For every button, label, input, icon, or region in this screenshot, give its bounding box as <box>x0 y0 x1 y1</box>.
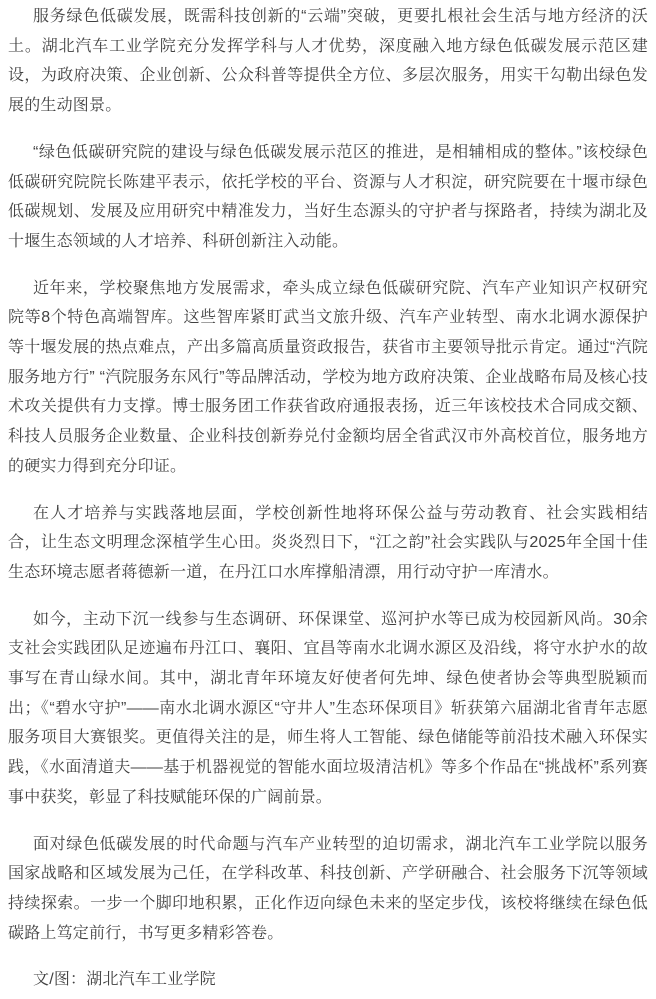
article-credit: 文/图：湖北汽车工业学院 <box>33 971 216 989</box>
article-paragraph-3: 近年来，学校聚焦地方发展需求，牵头成立绿色低碳研究院、汽车产业知识产权研究院等8个特色高端智库。这些智库紧盯武当文旅升级、汽车产业转型、南水北调水源保护等十堰发展的热点难点，产出多篇高质量资政报告，获省市主要领导批示肯定。通过“汽院服务地方行” “汽院服务东风行”等品牌活动，学校为地方政府决策、企业战略布局及核心技术攻关提供有力支撑。博士服务团工作获省政府通报表扬，近三年该校技术合同成交额、科技人员服务企业数量、企业科技创新券兑付金额均居全省武汉市外高校首位，服务地方的硬实力得到充分印证。 <box>8 279 648 475</box>
article-paragraph-2: “绿色低碳研究院的建设与绿色低碳发展示范区的推进，是相辅相成的整体。”该校绿色低碳研究院院长陈建平表示，依托学校的平台、资源与人才积淀，研究院要在十堰市绿色低碳规划、发展及应用研究中精准发力，当好生态源头的守护者与探路者，持续为湖北及十堰生态领域的人才培养、科研创新注入动能。 <box>8 143 648 250</box>
article-paragraph-1: 服务绿色低碳发展，既需科技创新的“云端”突破，更要扎根社会生活与地方经济的沃土。湖北汽车工业学院充分发挥学科与人才优势，深度融入地方绿色低碳发展示范区建设，为政府决策、企业创新、公众科普等提供全方位、多层次服务，用实干勾勒出绿色发展的生动图景。 <box>8 8 648 115</box>
article-body <box>8 2 648 995</box>
article-paragraph-6: 面对绿色低碳发展的时代命题与汽车产业转型的迫切需求，湖北汽车工业学院以服务国家战略和区域发展为己任，在学科改革、科技创新、产学研融合、社会服务下沉等领域持续探索。一步一个脚印地积累，正化作迈向绿色未来的坚定步伐，该校将继续在绿色低碳路上笃定前行，书写更多精彩答卷。 <box>8 835 648 942</box>
article-paragraph-5: 如今，主动下沉一线参与生态调研、环保课堂、巡河护水等已成为校园新风尚。30余支社会实践团队足迹遍布丹江口、襄阳、宜昌等南水北调水源区及沿线，将守水护水的故事写在青山绿水间。其中，湖北青年环境友好使者何先坤、绿色使者协会等典型脱颖而出；《“碧水守护”——南水北调水源区“守井人”生态环保项目》斩获第六届湖北省青年志愿服务项目大赛银奖。更值得关注的是，师生将人工智能、绿色储能等前沿技术融入环保实践，《水面清道夫——基于机器视觉的智能水面垃圾清洁机》等多个作品在“挑战杯”系列赛事中获奖，彰显了科技赋能环保的广阔前景。 <box>8 610 648 806</box>
article-paragraph-4: 在人才培养与实践落地层面，学校创新性地将环保公益与劳动教育、社会实践相结合，让生态文明理念深植学生心田。炎炎烈日下，“江之韵”社会实践队与2025年全国十佳生态环境志愿者蒋德新一道，在丹江口水库撑船清漂，用行动守护一库清水。 <box>8 504 648 581</box>
